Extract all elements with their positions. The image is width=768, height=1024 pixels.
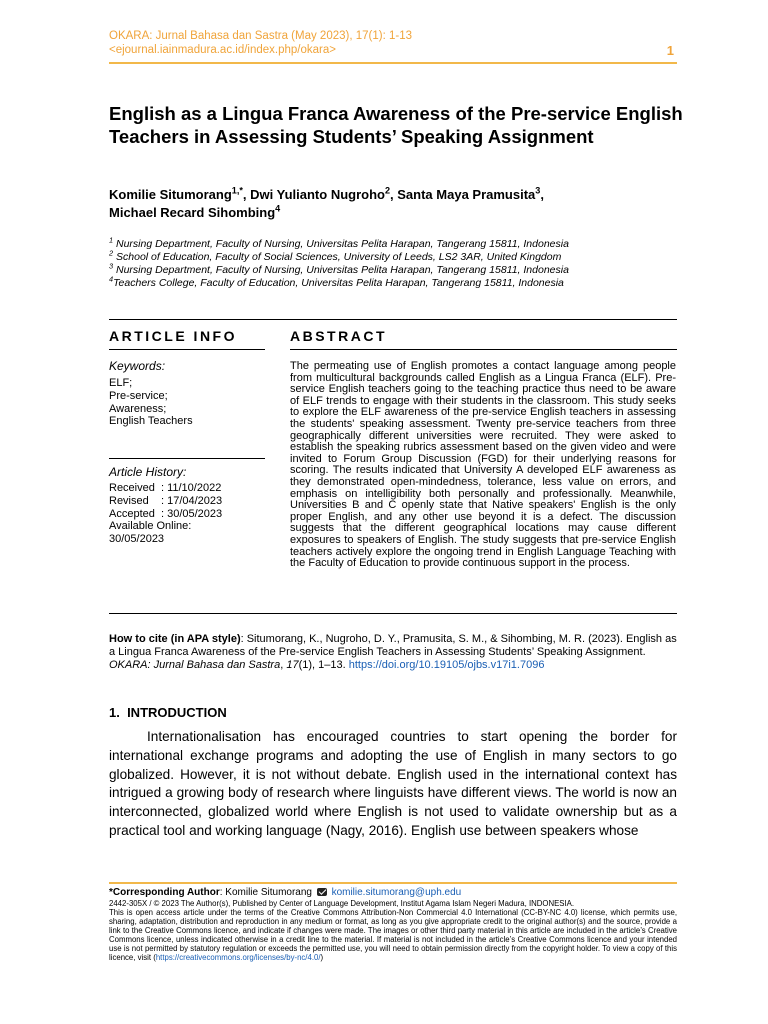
history-item: Available Online: [109, 520, 192, 533]
keywords-divider [109, 458, 265, 459]
article-history-label: Article History: [109, 465, 187, 479]
affiliation-text: School of Education, Faculty of Social Sciences, University of Leeds, LS2 3AR, United Kingdom [113, 251, 562, 263]
author-separator: , [540, 187, 544, 202]
article-info-heading-rule [109, 349, 265, 350]
affiliation-list [109, 235, 689, 290]
author-name: Komilie Situmorang [109, 187, 232, 202]
keywords-label: Keywords: [109, 359, 166, 373]
header-divider [109, 62, 677, 64]
citation-text: : Situmorang, K., Nugroho, D. Y., Pramusita, S. M., & Sihombing, M. R. (2023). English as a Lingua Franca Awareness of the Pre-service English Teachers in Assessing Students’ Speaking Assignment. [109, 633, 677, 658]
affiliation-text: Nursing Department, Faculty of Nursing, Universitas Pelita Harapan, Tangerang 15811, Indonesia [113, 264, 569, 276]
page-number: 1 [666, 43, 674, 58]
license-paren: ( [153, 953, 156, 962]
affiliation-item [109, 274, 689, 290]
corresponding-email[interactable]: komilie.situmorang@uph.edu [331, 887, 462, 898]
footer-divider [109, 882, 677, 884]
affiliation-item [109, 235, 689, 251]
license-body: This is open access article under the terms of the Creative Commons Attribution-Non Commercial 4.0 International (CC-BY-NC 4.0) license, which permits use, sharing, adaptation, distribution and reproduction in any medium or format, as long as you give appropriate credit to the original author(s) and the source, provide a link to the Creative Commons licence, and indicate if changes were made. The images or other third party material in this article are included in the article’s Creative Commons licence, unless indicated otherwise in a credit line to the material. If material is not included in the article’s Creative Commons licence and your intended use is not permitted by statutory regulation or exceeds the permitted use, you will need to obtain permission directly from the copyright holder. To view a copy of this licence, visit [109, 908, 677, 962]
history-item: Received : 11/10/2022 [109, 482, 222, 494]
affiliation-marker: 3 [109, 261, 114, 271]
citation-block [109, 633, 677, 672]
author-affiliation-marker: 1,* [231, 185, 243, 196]
history-item: 30/05/2023 [109, 533, 165, 546]
author-name: Dwi Yulianto Nugroho [250, 187, 385, 202]
keyword-item: ELF; [109, 377, 133, 389]
author-affiliation-marker: 2 [384, 185, 391, 196]
affiliation-item [109, 248, 689, 264]
author-name: Michael Recard Sihombing [109, 205, 276, 220]
citation-volume: 17 [286, 659, 299, 671]
doi-link[interactable]: https://doi.org/10.19105/ojbs.v17i1.7096 [348, 659, 545, 671]
corresponding-label: *Corresponding Author [109, 887, 220, 898]
author-list [109, 186, 689, 222]
footer [109, 887, 677, 962]
keyword-item: Awareness; [109, 402, 167, 415]
author-affiliation-marker: 4 [275, 203, 281, 214]
author-affiliation-marker: 3 [535, 185, 541, 196]
author-name: Santa Maya Pramusita [397, 187, 536, 202]
keywords-list [109, 377, 193, 428]
affiliation-marker: 4 [109, 274, 114, 284]
citation-label: How to cite (in APA style) [109, 633, 241, 645]
keyword-item: English Teachers [109, 415, 193, 428]
journal-header [109, 29, 676, 57]
citation-journal: OKARA: Jurnal Bahasa dan Sastra [109, 659, 281, 671]
keyword-item: Pre-service; [109, 389, 168, 402]
introduction-heading: 1. INTRODUCTION [109, 705, 227, 720]
citation-pages: (1), 1–13. [298, 659, 349, 671]
history-item: Accepted : 30/05/2023 [109, 507, 223, 520]
article-info-heading: ARTICLE INFO [109, 328, 237, 344]
envelope-icon [317, 888, 327, 896]
affiliation-text: Teachers College, Faculty of Education, Universitas Pelita Harapan, Tangerang 15811, Indonesia [113, 277, 564, 289]
corresponding-author [109, 887, 677, 899]
license-link[interactable]: https://creativecommons.org/licenses/by-nc/4.0/ [155, 953, 321, 962]
citation-sep: , [280, 659, 287, 671]
license-text [109, 908, 677, 962]
affiliation-item [109, 261, 689, 277]
abstract-text: The permeating use of English promotes a contact language among people from multicultural backgrounds called English as a Lingua Franca (ELF). Pre-service English teachers going to the teaching practice thus need to be aware of ELF trends to engage with their students in the classroom. This study seeks to explore the ELF awareness of the pre-service English teachers in assessing the students' speaking assessment. Twenty pre-service teachers from three geographically different universities were recruited. They were asked to establish the speaking rubrics assessment based on the given video and were invited to Forum Group Discussion (FGD) for their underlying reasons for scoring. The results indicated that University A developed ELF awareness as they demonstrated open-mindedness, tolerance, less value on errors, and emphasis on intelligibility both personally and professionally. Meanwhile, Universities B and C openly state that Native speakers' English is the only proper English, and any other use beyond it is a defect. The discussion suggests that the different geographical locations may cause different exposures to speakers of English. The study suggests that pre-service English teachers actively explore the ongoing trend in English Language Teaching with the Faculty of Education to provide continuous support in the process. [290, 360, 676, 570]
affiliation-marker: 1 [109, 235, 114, 245]
article-history-list [109, 482, 222, 546]
affiliation-text: Nursing Department, Faculty of Nursing, Universitas Pelita Harapan, Tangerang 15811, Indonesia [113, 238, 569, 250]
author-separator: , [242, 187, 251, 202]
abstract-heading: ABSTRACT [290, 328, 387, 344]
corresponding-name: : Komilie Situmorang [219, 887, 312, 898]
journal-url-line[interactable]: <ejournal.iainmadura.ac.id/index.php/okara> [109, 44, 336, 56]
introduction-body: Internationalisation has encouraged countries to start opening the border for international exchange programs and adopting the use of English in many sectors to go globalized. However, it is not without debate. English used in the international context has intrigued a growing body of research where linguists have different views. The world is now an interconnected, globalized world where English is not used to validate ownership but as a practical tool and working language (Nagy, 2016). English use between speakers whose [109, 729, 677, 838]
paper-title: English as a Lingua Franca Awareness of the Pre-service English Teachers in Assessing Students’ Speaking Assignment [109, 103, 683, 147]
license-line: 2442-305X / © 2023 The Author(s), Published by Center of Language Development, Institut Agama Islam Negeri Madura, INDONESIA. [109, 899, 575, 908]
section-bottom-rule [109, 613, 677, 614]
license-paren: ) [320, 953, 324, 962]
journal-citation-line: OKARA: Jurnal Bahasa dan Sastra (May 2023), 17(1): 1-13 [109, 30, 412, 42]
abstract-heading-rule [290, 349, 677, 350]
section-top-rule [109, 319, 677, 320]
affiliation-marker: 2 [109, 248, 114, 258]
history-item: Revised : 17/04/2023 [109, 494, 223, 507]
author-separator: , [390, 187, 398, 202]
